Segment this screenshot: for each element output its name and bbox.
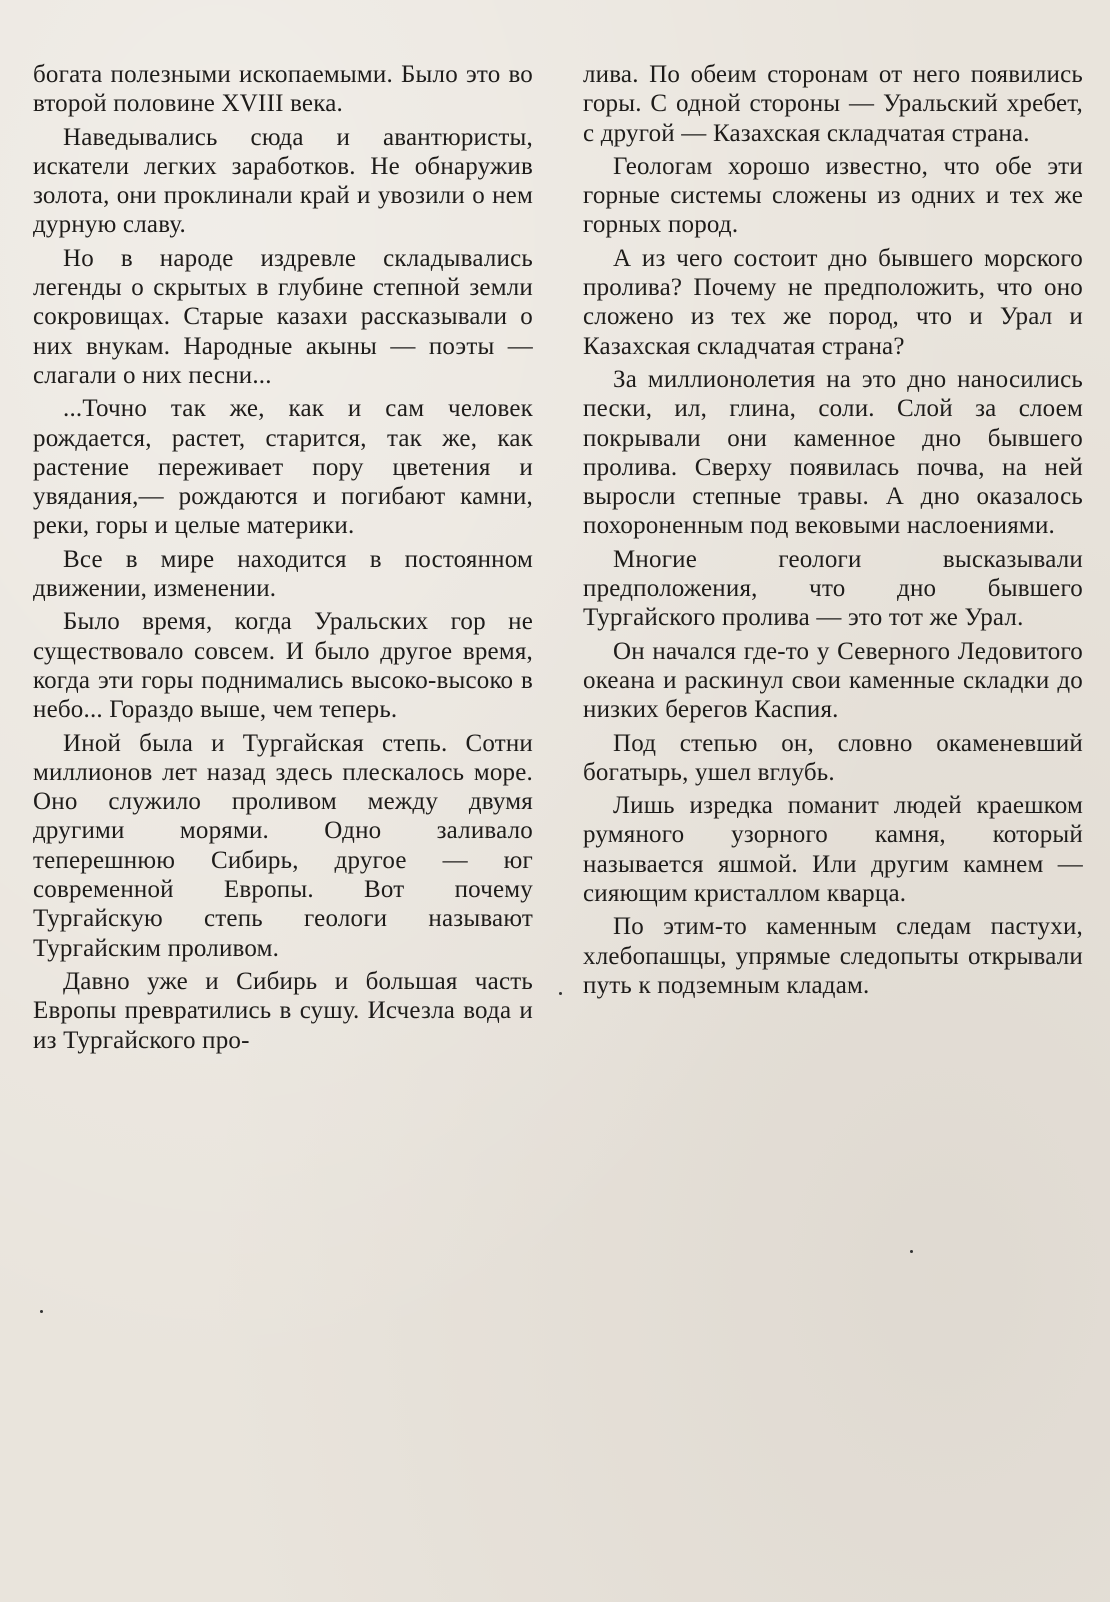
paragraph: По этим-то каменным следам пастухи, хлебопашцы, упрямые следопыты открывали путь к подземным кладам. <box>583 913 1083 999</box>
paragraph: Но в народе издревле складывались легенды о скрытых в глубине степной земли сокровищах. Старые казахи рассказывали о них внукам. Народные акыны — поэты — слагали о них песни... <box>33 244 533 389</box>
paragraph: Давно уже и Сибирь и большая часть Европы превратились в сушу. Исчезла вода и из Тургайского про- <box>33 967 533 1054</box>
paragraph: Иной была и Тургайская степь. Сотни миллионов лет назад здесь плескалось море. Оно служило проливом между двумя другими морями. Одно заливало теперешнюю Сибирь, другое — юг современной Европы. Вот почему Тургайскую степь геологи называют Тургайским проливом. <box>33 729 533 962</box>
paragraph: богата полезными ископаемыми. Было это во второй половине XVIII века. <box>33 61 533 118</box>
paragraph: Под степью он, словно окаменевший богатырь, ушел вглубь. <box>583 729 1083 786</box>
scan-speck <box>559 992 562 995</box>
paragraph: Геологам хорошо известно, что обе эти горные системы сложены из одних и тех же горных пород. <box>583 152 1083 239</box>
paragraph: За миллионолетия на это дно наносились пески, ил, глина, соли. Слой за слоем покрывали они каменное дно бывшего пролива. Сверху появилась почва, на ней выросли степные травы. А дно оказалось похороненным под вековыми наслоениями. <box>583 365 1083 540</box>
right-text-column <box>583 60 1083 1000</box>
paragraph: Он начался где-то у Северного Ледовитого океана и раскинул свои каменные складки до низких берегов Каспия. <box>583 637 1083 724</box>
paragraph: Наведывались сюда и авантюристы, искатели легких заработков. Не обнаружив золота, они проклинали край и увозили о нем дурную славу. <box>33 123 533 239</box>
paragraph: лива. По обеим сторонам от него появились горы. С одной стороны — Уральский хребет, с другой — Казахская складчатая страна. <box>583 61 1083 147</box>
paragraph: Все в мире находится в постоянном движении, изменении. <box>33 545 533 603</box>
paragraph: Было время, когда Уральских гор не существовало совсем. И было другое время, когда эти горы поднимались высоко-высоко в небо... Гораздо выше, чем теперь. <box>33 608 533 724</box>
paragraph: ...Точно так же, как и сам человек рождается, растет, старится, так же, как растение переживает пору цветения и увядания,— рождаются и погибают камни, реки, горы и целые материки. <box>33 395 533 540</box>
paragraph: Лишь изредка поманит людей краешком румяного узорного камня, который называется яшмой. Или другим камнем — сияющим кристаллом кварца. <box>583 792 1083 908</box>
paragraph: А из чего состоит дно бывшего морского пролива? Почему не предположить, что оно сложено из тех же пород, что и Урал и Казахская складчатая страна? <box>583 244 1083 360</box>
bleed-through-left <box>150 1150 154 1180</box>
left-text-column <box>33 60 533 1055</box>
scan-speck <box>910 1250 913 1253</box>
scan-speck <box>40 1310 43 1313</box>
paragraph: Многие геологи высказывали предположения, что дно бывшего Тургайского пролива — это тот же Урал. <box>583 545 1083 632</box>
